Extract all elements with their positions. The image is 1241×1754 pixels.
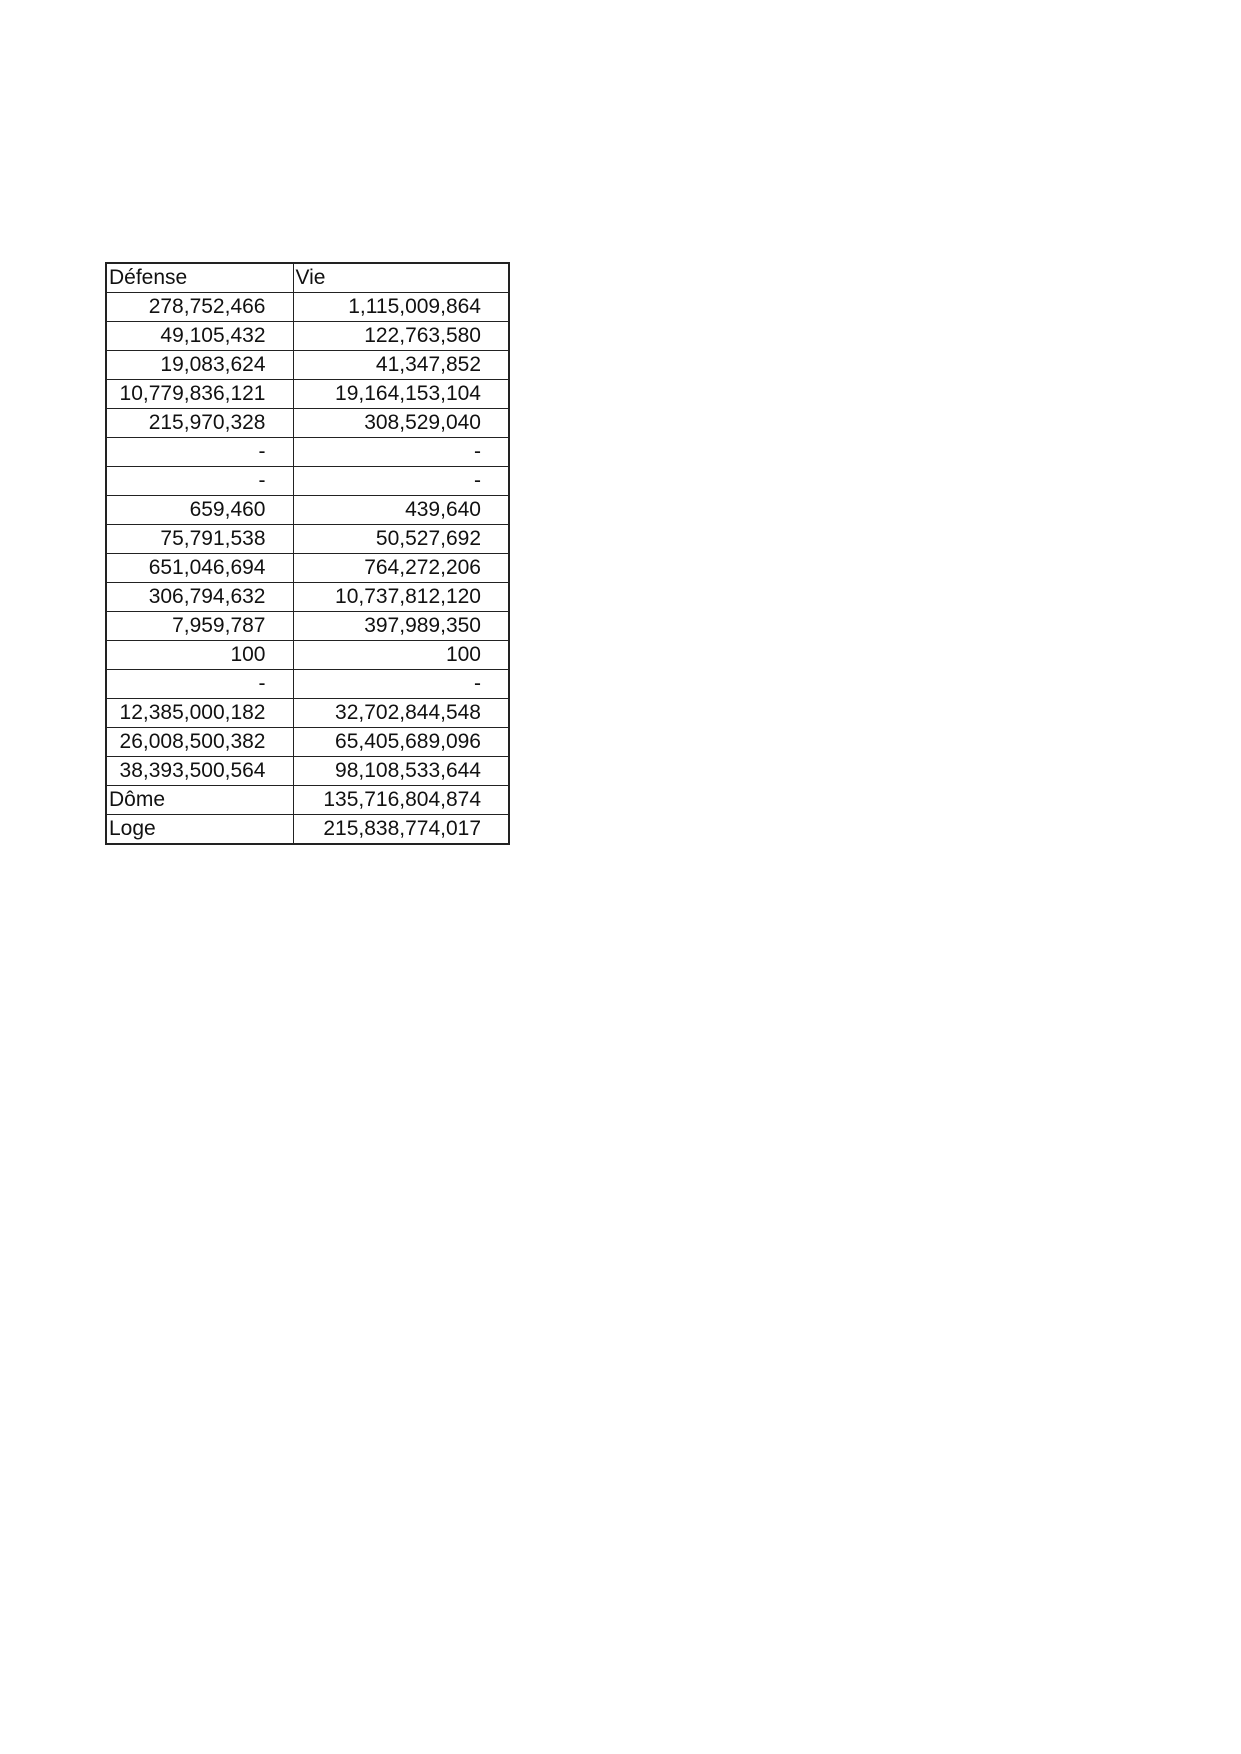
defense-cell: 659,460 xyxy=(106,496,293,525)
vie-cell: 10,737,812,120 xyxy=(293,583,509,612)
header-row xyxy=(106,263,509,293)
vie-cell: 100 xyxy=(293,641,509,670)
table-row xyxy=(106,786,509,815)
defense-cell: 10,779,836,121 xyxy=(106,380,293,409)
table-row xyxy=(106,641,509,670)
table-row xyxy=(106,583,509,612)
vie-cell: 308,529,040 xyxy=(293,409,509,438)
vie-cell: 65,405,689,096 xyxy=(293,728,509,757)
vie-cell: 764,272,206 xyxy=(293,554,509,583)
defense-cell: 49,105,432 xyxy=(106,322,293,351)
defense-cell: 100 xyxy=(106,641,293,670)
table-row xyxy=(106,757,509,786)
vie-cell: - xyxy=(293,438,509,467)
table-row xyxy=(106,699,509,728)
table-row xyxy=(106,322,509,351)
defense-cell: 278,752,466 xyxy=(106,293,293,322)
vie-cell: 439,640 xyxy=(293,496,509,525)
defense-cell: 19,083,624 xyxy=(106,351,293,380)
defense-cell: - xyxy=(106,438,293,467)
vie-cell: 41,347,852 xyxy=(293,351,509,380)
table-row xyxy=(106,293,509,322)
data-table xyxy=(105,262,510,845)
defense-cell: 651,046,694 xyxy=(106,554,293,583)
defense-cell: 38,393,500,564 xyxy=(106,757,293,786)
table-row xyxy=(106,409,509,438)
label-loge: Loge xyxy=(106,815,293,845)
defense-cell: - xyxy=(106,467,293,496)
table-row xyxy=(106,815,509,845)
defense-cell: 26,008,500,382 xyxy=(106,728,293,757)
vie-cell: 32,702,844,548 xyxy=(293,699,509,728)
defense-cell: 7,959,787 xyxy=(106,612,293,641)
defense-cell: 306,794,632 xyxy=(106,583,293,612)
table-row xyxy=(106,728,509,757)
defense-cell: - xyxy=(106,670,293,699)
table-row xyxy=(106,496,509,525)
header-defense: Défense xyxy=(106,263,293,293)
table-row xyxy=(106,467,509,496)
vie-cell: 1,115,009,864 xyxy=(293,293,509,322)
table-row xyxy=(106,380,509,409)
defense-cell: 215,970,328 xyxy=(106,409,293,438)
table-row xyxy=(106,351,509,380)
defense-cell: 75,791,538 xyxy=(106,525,293,554)
vie-cell: - xyxy=(293,467,509,496)
vie-cell: 19,164,153,104 xyxy=(293,380,509,409)
value-dome: 135,716,804,874 xyxy=(293,786,509,815)
label-dome: Dôme xyxy=(106,786,293,815)
table-row xyxy=(106,438,509,467)
table-row xyxy=(106,670,509,699)
defense-cell: 12,385,000,182 xyxy=(106,699,293,728)
table-row xyxy=(106,554,509,583)
table-row xyxy=(106,525,509,554)
vie-cell: - xyxy=(293,670,509,699)
vie-cell: 98,108,533,644 xyxy=(293,757,509,786)
vie-cell: 397,989,350 xyxy=(293,612,509,641)
value-loge: 215,838,774,017 xyxy=(293,815,509,845)
vie-cell: 50,527,692 xyxy=(293,525,509,554)
vie-cell: 122,763,580 xyxy=(293,322,509,351)
table-row xyxy=(106,612,509,641)
header-vie: Vie xyxy=(293,263,509,293)
